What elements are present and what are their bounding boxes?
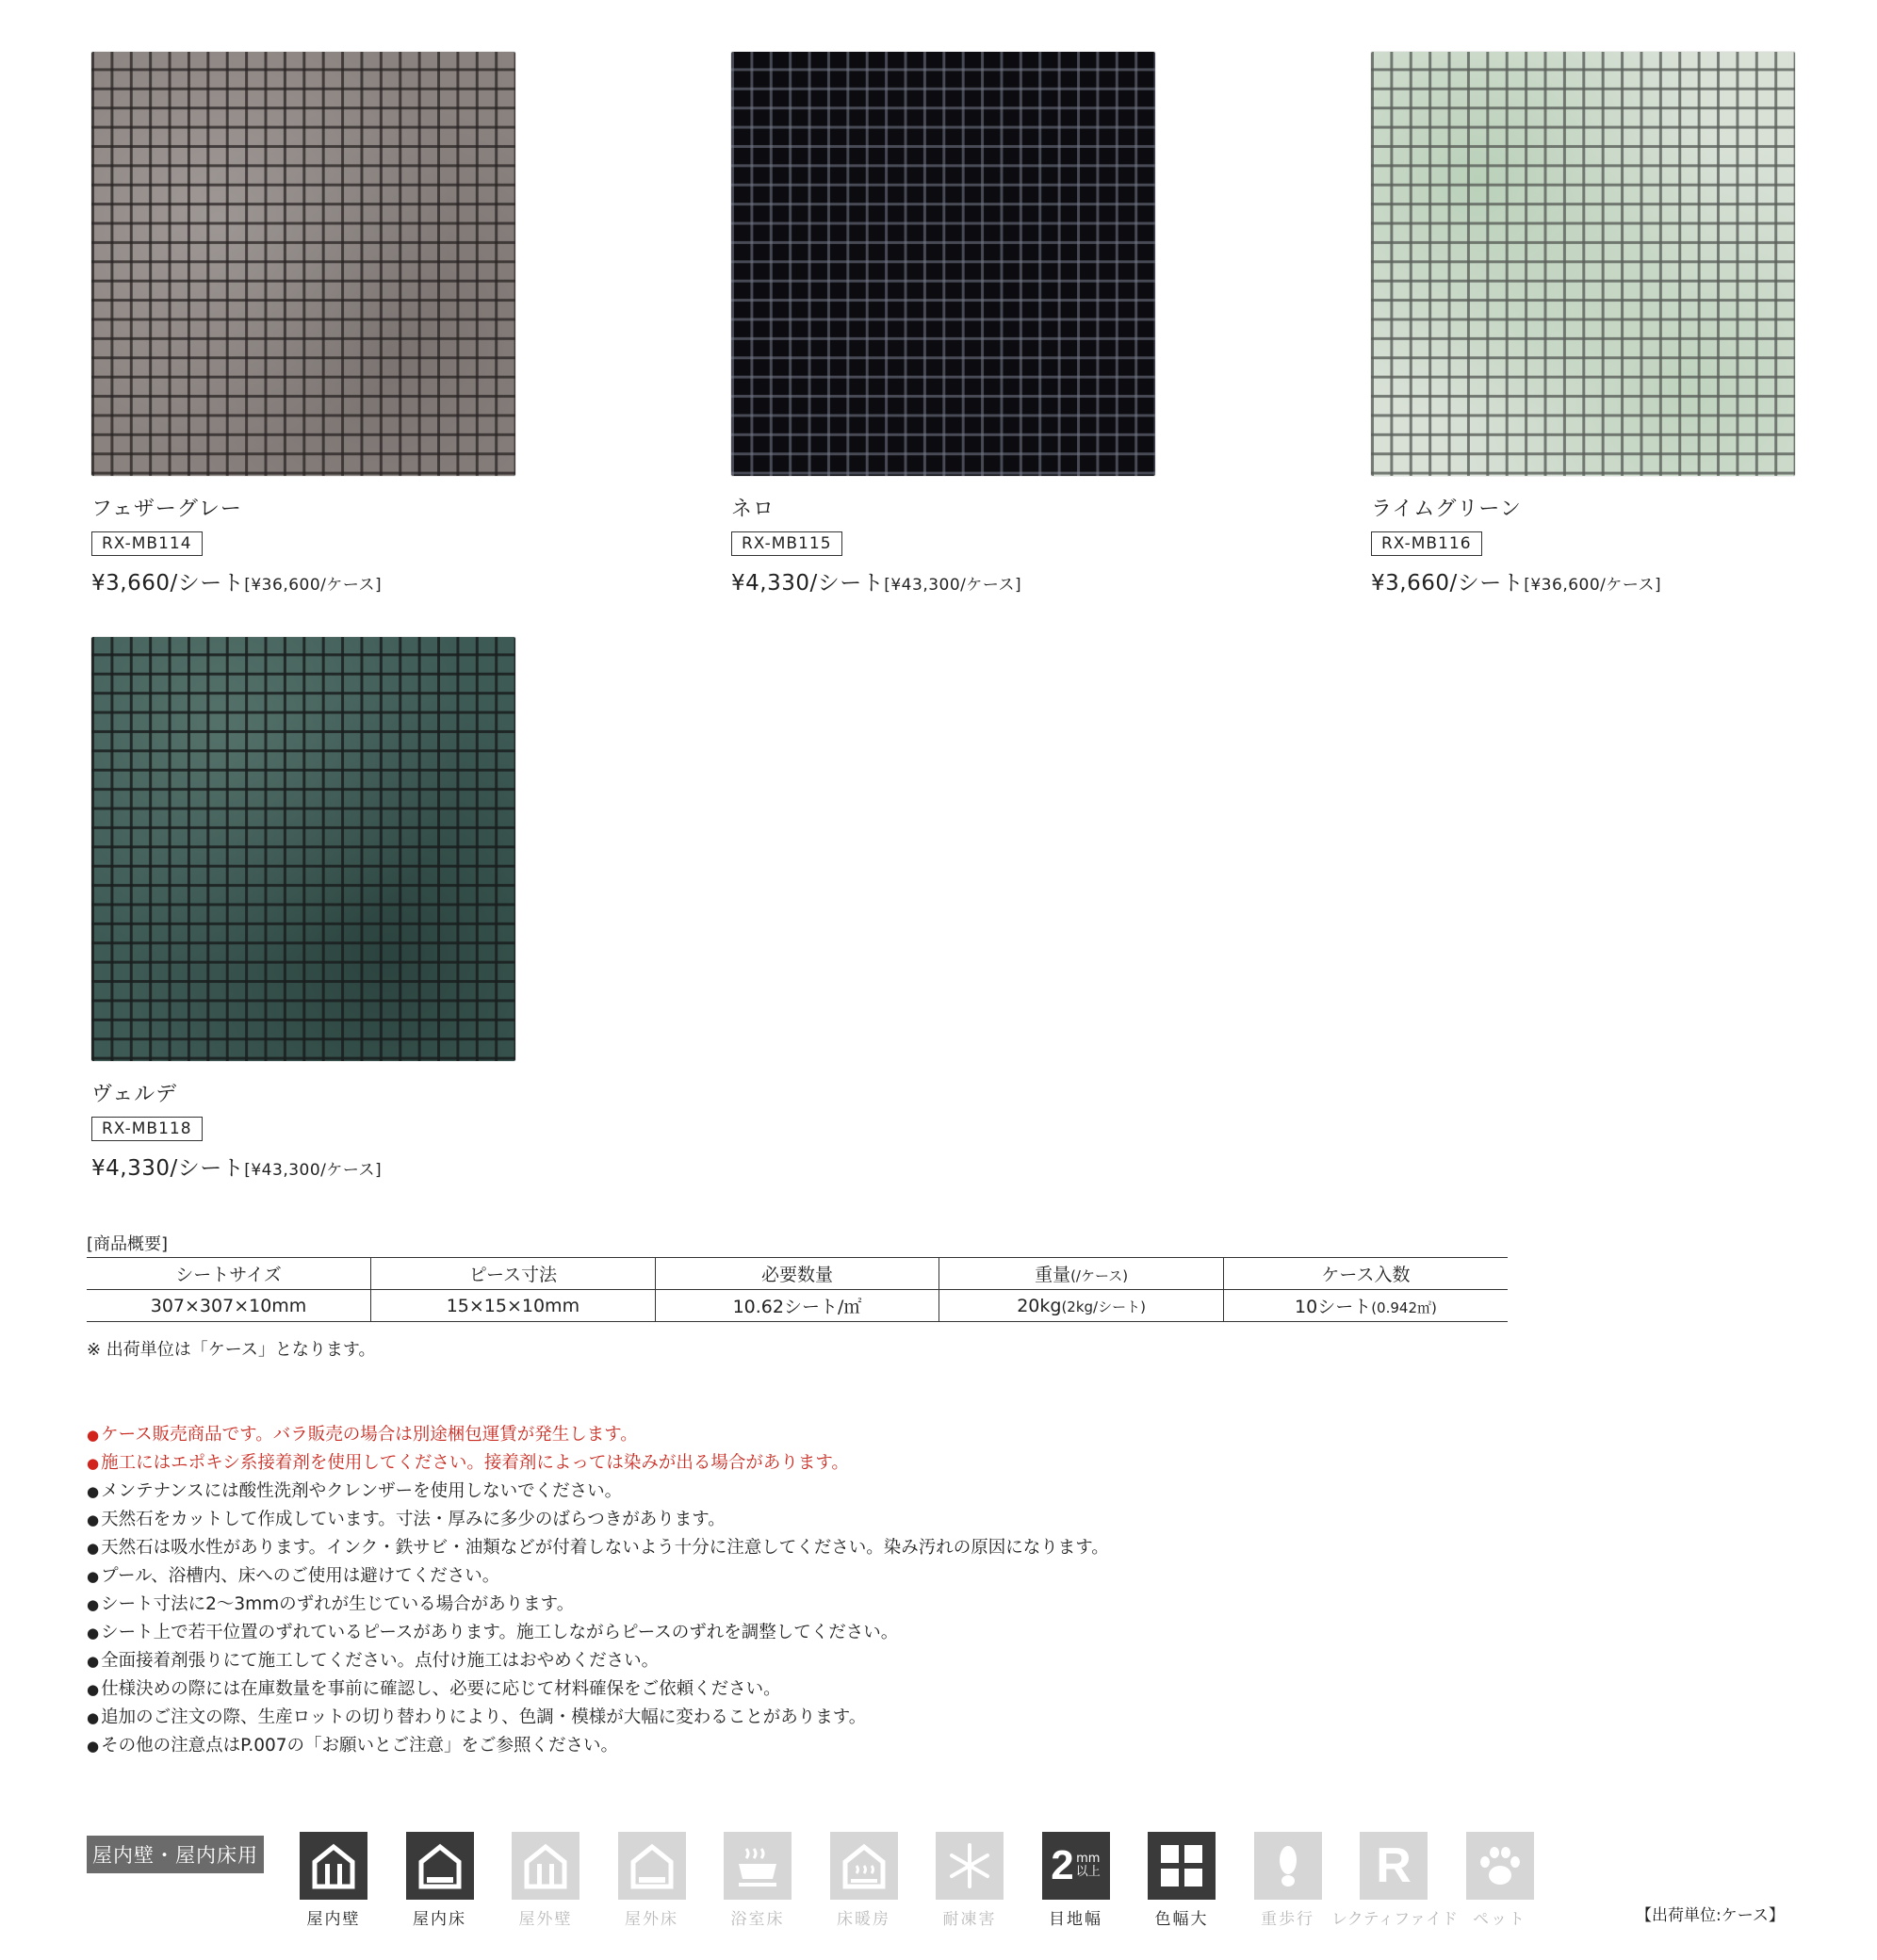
spec-table <box>87 1257 1508 1322</box>
note-text: 仕様決めの際には在庫数量を事前に確認し、必要に応じて材料確保をご依頼ください。 <box>101 1679 781 1699</box>
usage-icon-label: 目地幅 <box>1049 1910 1102 1929</box>
usage-icon-item <box>830 1832 898 1929</box>
note-item <box>87 1421 1109 1449</box>
note-text: 施工にはエポキシ系接着剤を使用してください。接着剤によっては染みが出る場合があります。 <box>101 1453 849 1473</box>
bullet-icon: ● <box>87 1709 100 1726</box>
price-per-sheet: ¥4,330/シート <box>731 571 885 596</box>
joint-width-number: 2 <box>1051 1842 1074 1888</box>
spec-required-qty: 10.62シート/㎡ <box>655 1290 939 1322</box>
note-item <box>87 1675 1109 1704</box>
tile-swatch-image <box>91 637 515 1061</box>
bullet-icon: ● <box>87 1427 100 1444</box>
product-price <box>91 1151 525 1182</box>
product-price <box>91 565 525 596</box>
spec-header-row <box>87 1258 1508 1290</box>
note-item <box>87 1478 1109 1506</box>
price-per-sheet: ¥4,330/シート <box>91 1156 245 1181</box>
product-name: ネロ <box>731 498 775 521</box>
usage-icon-item <box>936 1832 1004 1929</box>
indoor-wall-icon <box>300 1832 367 1900</box>
shipping-note: ※ 出荷単位は「ケース」となります。 <box>87 1340 376 1360</box>
note-text: 追加のご注文の際、生産ロットの切り替わりにより、色調・模様が大幅に変わることがあります。 <box>101 1707 867 1727</box>
price-per-case: [¥43,300/ケース] <box>244 1161 383 1180</box>
note-text: 全面接着剤張りにて施工してください。点付け施工はおやめください。 <box>101 1651 660 1671</box>
product-code: RX-MB116 <box>1371 531 1482 556</box>
bullet-icon: ● <box>87 1681 100 1698</box>
note-text: 天然石は吸水性があります。インク・鉄サビ・油類などが付着しないよう十分に注意してください。染み汚れの原因になります。 <box>101 1538 1109 1558</box>
spec-header-weight <box>939 1258 1224 1290</box>
usage-icon-label: レクティファイド <box>1331 1910 1458 1929</box>
spec-header-required-qty: 必要数量 <box>655 1258 939 1290</box>
product-name: ライムグリーン <box>1371 498 1522 521</box>
note-item <box>87 1449 1109 1478</box>
joint-width-unit: mm <box>1076 1852 1101 1866</box>
tile-swatch-image <box>91 52 515 476</box>
spec-caption: [商品概要] <box>87 1234 169 1254</box>
note-item <box>87 1647 1109 1675</box>
tile-swatch-image <box>731 52 1155 476</box>
usage-icon-label: ペット <box>1473 1910 1526 1929</box>
note-text: シート上で若干位置のずれているピースがあります。施工しながらピースのずれを調整してください。 <box>101 1623 899 1642</box>
price-per-sheet: ¥3,660/シート <box>91 571 245 596</box>
spec-weight <box>939 1290 1224 1322</box>
spec-header-piece-size: ピース寸法 <box>371 1258 656 1290</box>
bullet-icon: ● <box>87 1568 100 1585</box>
product-name: ヴェルデ <box>91 1083 178 1106</box>
rectified-icon <box>1360 1832 1428 1900</box>
note-item <box>87 1619 1109 1647</box>
price-per-sheet: ¥3,660/シート <box>1371 571 1525 596</box>
shipping-unit-note: 【出荷単位:ケース】 <box>1636 1906 1785 1925</box>
joint-width-icon <box>1042 1832 1110 1900</box>
bullet-icon: ● <box>87 1540 100 1557</box>
weight-header-label: 重量 <box>1035 1265 1071 1285</box>
note-text: その他の注意点はP.007の「お願いとご注意」をご参照ください。 <box>101 1736 619 1756</box>
usage-icon-label: 色幅大 <box>1154 1910 1209 1929</box>
usage-icon-item <box>300 1832 367 1929</box>
heavy-walking-icon <box>1254 1832 1322 1900</box>
usage-icon-item <box>512 1832 579 1929</box>
paw-icon <box>1466 1832 1534 1900</box>
floor-heating-icon <box>830 1832 898 1900</box>
usage-icon-item <box>724 1832 792 1929</box>
product-price <box>731 565 1165 596</box>
product-code: RX-MB115 <box>731 531 842 556</box>
usage-icon-item <box>1148 1832 1216 1929</box>
note-text: シート寸法に2〜3mmのずれが生じている場合があります。 <box>101 1594 575 1614</box>
weight-detail: (2kg/シート) <box>1061 1298 1146 1315</box>
usage-icon-label: 重歩行 <box>1261 1910 1314 1929</box>
usage-icon-item <box>406 1832 474 1929</box>
product-code: RX-MB114 <box>91 531 203 556</box>
usage-icon-item <box>1254 1832 1322 1929</box>
product-price <box>1371 565 1804 596</box>
product-card-nero <box>731 52 1165 596</box>
outdoor-wall-icon <box>512 1832 579 1900</box>
weight-header-suffix: (/ケース) <box>1070 1267 1129 1284</box>
note-item <box>87 1704 1109 1732</box>
usage-label: 屋内壁・屋内床用 <box>87 1836 264 1873</box>
usage-icon-item <box>1466 1832 1534 1929</box>
note-item <box>87 1506 1109 1534</box>
case-qty-detail: (0.942㎡) <box>1371 1299 1437 1316</box>
snowflake-icon <box>936 1832 1004 1900</box>
tile-swatch-image <box>1371 52 1795 476</box>
price-per-case: [¥36,600/ケース] <box>1524 576 1662 595</box>
usage-icon-label: 床暖房 <box>837 1910 890 1929</box>
product-name: フェザーグレー <box>91 498 242 521</box>
spec-header-case-qty: ケース入数 <box>1223 1258 1508 1290</box>
spec-value-row <box>87 1290 1508 1322</box>
product-card-lime-green <box>1371 52 1804 596</box>
indoor-floor-icon <box>406 1832 474 1900</box>
usage-icon-label: 屋外床 <box>625 1910 678 1929</box>
note-text: ケース販売商品です。バラ販売の場合は別途梱包運賃が発生します。 <box>101 1425 638 1445</box>
note-item <box>87 1562 1109 1591</box>
bullet-icon: ● <box>87 1511 100 1528</box>
joint-width-qualifier: 以上 <box>1075 1865 1101 1879</box>
bathroom-floor-icon <box>724 1832 792 1900</box>
usage-icon-item <box>1331 1832 1458 1929</box>
note-text: 天然石をカットして作成しています。寸法・厚みに多少のばらつきがあります。 <box>101 1510 726 1529</box>
case-qty-value: 10シート <box>1295 1297 1372 1317</box>
usage-icon-label: 屋外壁 <box>518 1910 573 1929</box>
usage-icon-label: 耐凍害 <box>942 1910 997 1929</box>
note-item <box>87 1591 1109 1619</box>
usage-icon-item <box>618 1832 686 1929</box>
spec-sheet-size: 307×307×10mm <box>150 1295 307 1316</box>
usage-icon-label: 浴室床 <box>730 1910 785 1929</box>
usage-icon-label: 屋内壁 <box>306 1910 361 1929</box>
spec-header-sheet-size: シートサイズ <box>175 1265 282 1285</box>
bullet-icon: ● <box>87 1738 100 1755</box>
note-text: メンテナンスには酸性洗剤やクレンザーを使用しないでください。 <box>101 1481 623 1501</box>
rectified-letter: R <box>1376 1838 1412 1893</box>
bullet-icon: ● <box>87 1596 100 1613</box>
note-item <box>87 1534 1109 1562</box>
price-per-case: [¥36,600/ケース] <box>244 576 383 595</box>
usage-icon-label: 屋内床 <box>413 1910 466 1929</box>
caution-notes-list <box>87 1421 1109 1760</box>
outdoor-floor-icon <box>618 1832 686 1900</box>
bullet-icon: ● <box>87 1483 100 1500</box>
bullet-icon: ● <box>87 1653 100 1670</box>
weight-value: 20kg <box>1017 1295 1062 1316</box>
note-item <box>87 1732 1109 1760</box>
bullet-icon: ● <box>87 1455 100 1472</box>
color-variation-icon <box>1148 1832 1216 1900</box>
spec-piece-size: 15×15×10mm <box>371 1290 656 1322</box>
bullet-icon: ● <box>87 1625 100 1642</box>
usage-icon-item <box>1042 1832 1110 1929</box>
note-text: プール、浴槽内、床へのご使用は避けてください。 <box>101 1566 500 1586</box>
product-card-verde <box>91 637 525 1182</box>
price-per-case: [¥43,300/ケース] <box>884 576 1022 595</box>
product-code: RX-MB118 <box>91 1117 203 1141</box>
product-card-feather-grey <box>91 52 525 596</box>
spec-case-qty <box>1223 1290 1508 1322</box>
